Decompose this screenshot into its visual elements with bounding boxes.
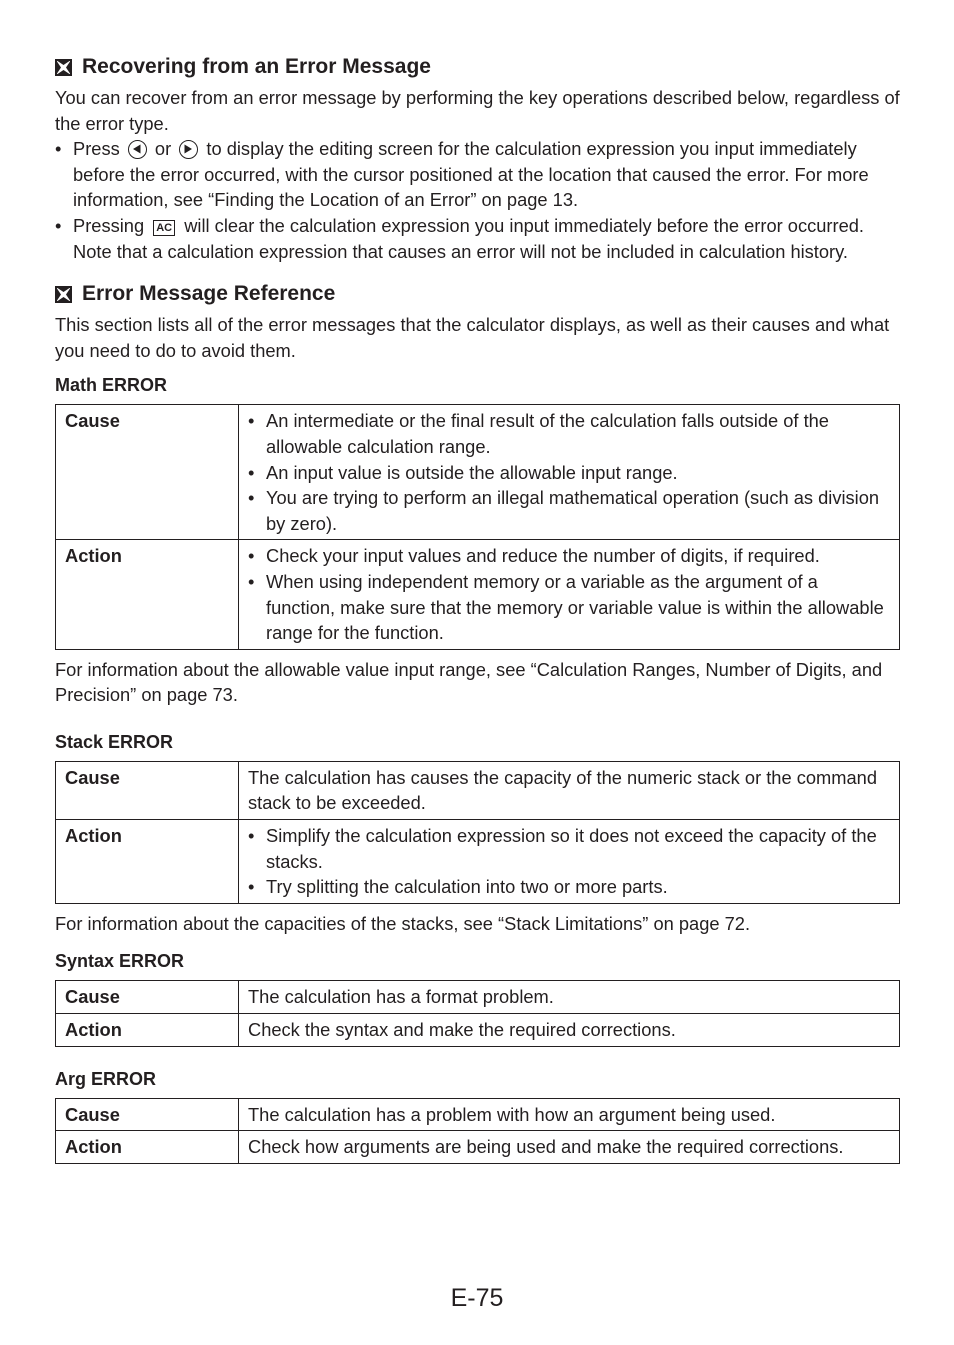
action-label: Action <box>56 1014 239 1047</box>
cause-label: Cause <box>56 1098 239 1131</box>
ac-key-icon: AC <box>153 220 175 236</box>
table-row <box>56 820 900 904</box>
action-label: Action <box>56 820 239 904</box>
table-row <box>56 405 900 540</box>
list-item: • Check your input values and reduce the number of digits, if required. <box>248 543 890 569</box>
table-row <box>56 1014 900 1047</box>
stack-note: For information about the capacities of the stacks, see “Stack Limitations” on page 72. <box>55 912 751 934</box>
action-label: Action <box>56 540 239 649</box>
syntax-error-table <box>55 980 900 1046</box>
reference-heading <box>55 279 900 309</box>
table-row <box>56 761 900 819</box>
stack-error-title: Stack ERROR <box>55 731 174 752</box>
table-row <box>56 1131 900 1164</box>
manual-page <box>55 52 900 1164</box>
arg-error-table <box>55 1098 900 1164</box>
action-label: Action <box>56 1131 239 1164</box>
syntax-action-cell: Check the syntax and make the required corrections. <box>239 1014 900 1047</box>
bullet1-text-b: to display the editing screen for the calculation expression you input immediately before the error occurred, with the cursor positioned at the location that caused the error. For more information, see “Finding the Location of an Error” on page 13. <box>73 138 869 211</box>
list-item: • An intermediate or the final result of the calculation falls outside of the allowable calculation range. <box>248 408 890 459</box>
math-cause-cell <box>239 405 900 540</box>
list-item: • An input value is outside the allowable input range. <box>248 460 890 486</box>
stack-action-cell <box>239 820 900 904</box>
math-error-table <box>55 404 900 649</box>
section-marker-icon <box>55 59 72 76</box>
list-item: • Simplify the calculation expression so it does not exceed the capacity of the stacks. <box>248 823 890 874</box>
list-item: • When using independent memory or a variable as the argument of a function, make sure that the memory or variable value is within the allowable range for the function. <box>248 569 890 646</box>
recover-title: Recovering from an Error Message <box>82 55 431 78</box>
cause-label: Cause <box>56 761 239 819</box>
list-item: • You are trying to perform an illegal mathematical operation (such as division by zero). <box>248 485 890 536</box>
arg-cause-cell: The calculation has a problem with how an argument being used. <box>239 1098 900 1131</box>
table-row <box>56 981 900 1014</box>
math-note: For information about the allowable value input range, see “Calculation Ranges, Number of Digits, and Precision” on page 73. <box>55 658 883 706</box>
math-action-cell <box>239 540 900 649</box>
syntax-cause-cell: The calculation has a format problem. <box>239 981 900 1014</box>
section-marker-icon <box>55 286 72 303</box>
bullet1-or: or <box>154 138 172 160</box>
recover-bullet-1 <box>55 136 900 213</box>
left-arrow-key-icon <box>128 140 147 159</box>
bullet1-text-a: Press <box>73 138 120 160</box>
arg-action-cell: Check how arguments are being used and make the required corrections. <box>239 1131 900 1164</box>
list-item: • Try splitting the calculation into two or more parts. <box>248 874 890 900</box>
math-error-title: Math ERROR <box>55 375 167 396</box>
cause-label: Cause <box>56 405 239 540</box>
table-row <box>56 540 900 649</box>
page-number: E-75 <box>450 1284 504 1312</box>
syntax-error-title: Syntax ERROR <box>55 951 185 972</box>
recover-intro: You can recover from an error message by performing the key operations described below, regardless of the error type. <box>55 87 900 134</box>
bullet2-text-a: Pressing <box>73 214 145 236</box>
recover-heading <box>55 52 900 82</box>
right-arrow-key-icon <box>179 140 198 159</box>
cause-label: Cause <box>56 981 239 1014</box>
reference-intro: This section lists all of the error messages that the calculator displays, as well as their causes and what you need to do to avoid them. <box>55 314 890 361</box>
stack-cause-cell: The calculation has causes the capacity of the numeric stack or the command stack to be exceeded. <box>239 761 900 819</box>
reference-title: Error Message Reference <box>82 282 336 306</box>
table-row <box>56 1098 900 1131</box>
stack-error-table <box>55 761 900 904</box>
recover-bullet-2 <box>55 213 900 264</box>
arg-error-title: Arg ERROR <box>55 1068 157 1089</box>
bullet2-text-b: will clear the calculation expression you input immediately before the error occurred. Note that a calculation expression that causes an error will not be included in calculation history. <box>73 214 864 262</box>
